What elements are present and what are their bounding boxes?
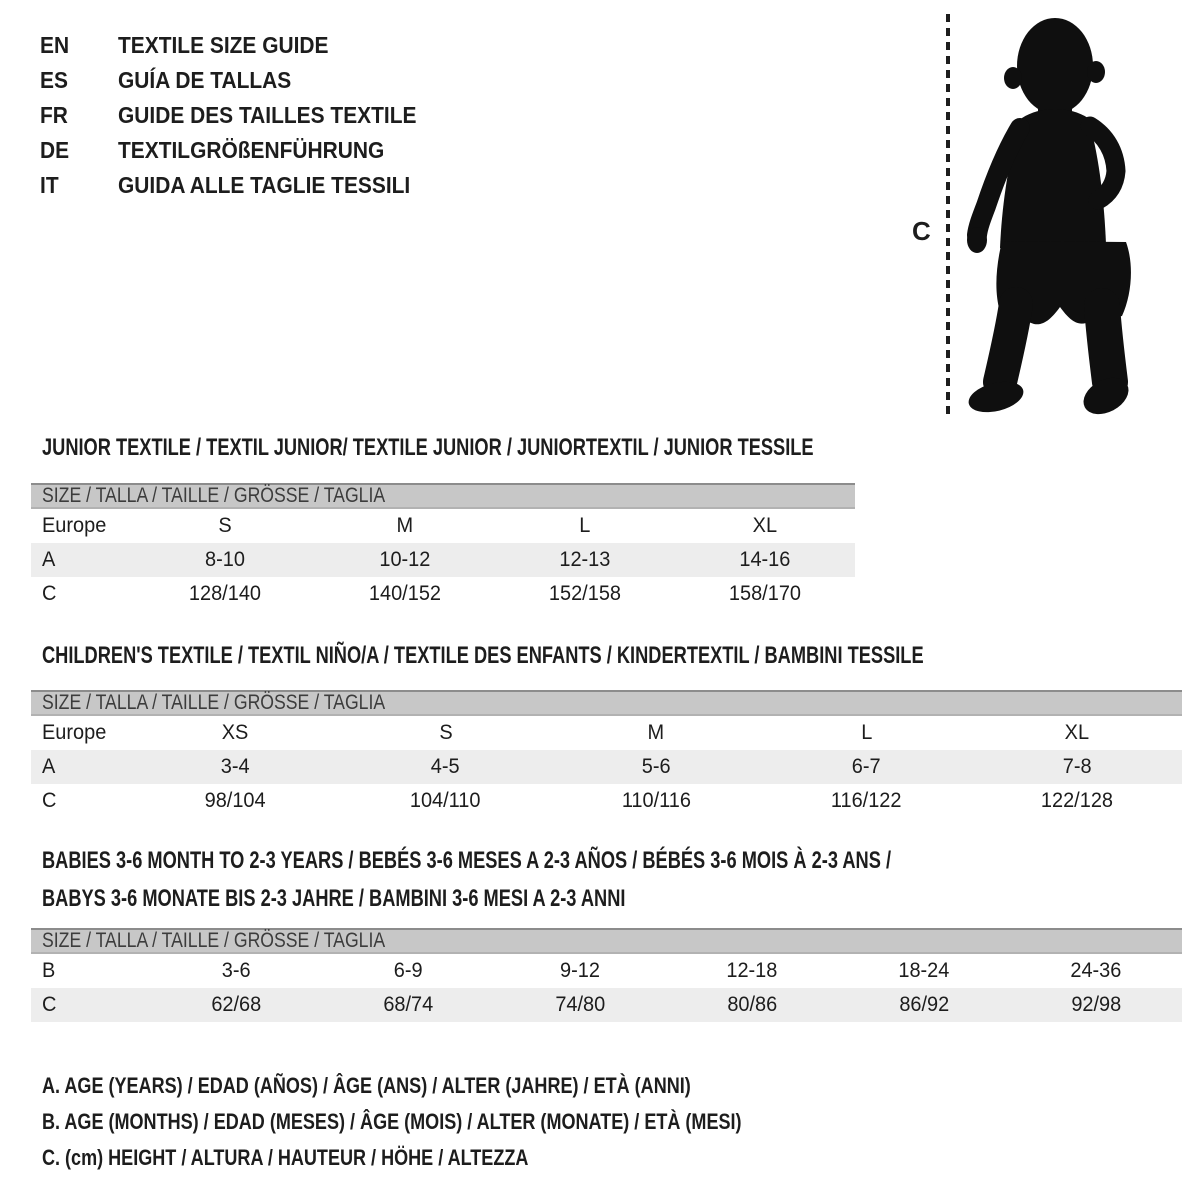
language-title: GUIDE DES TAILLES TEXTILE [118,102,417,128]
language-title: GUÍA DE TALLAS [118,67,292,93]
language-code: EN [40,32,70,58]
legend-line: B. AGE (MONTHS) / EDAD (MESES) / ÂGE (MOIS) / ALTER (MONATE) / ETÀ (MESI) [42,1109,742,1134]
size-cell: 7-8 [1062,755,1092,778]
table-row [31,577,855,611]
size-cell: L [579,514,591,537]
measurement-legend [42,1068,895,1176]
size-cell: 98/104 [204,789,266,812]
size-cell: 80/86 [727,993,777,1016]
row-label: C [42,993,57,1016]
size-cell: 152/158 [548,582,622,605]
size-cell: 92/98 [1071,993,1121,1016]
size-cell: M [647,721,665,744]
language-row [40,133,446,168]
row-label: A [42,755,56,778]
size-cell: M [396,514,414,537]
language-row [40,28,446,63]
childrens-size-table [31,690,1182,818]
row-label: A [42,548,56,571]
size-cell: 12-13 [559,548,611,571]
size-cell: L [860,721,872,744]
legend-line: C. (cm) HEIGHT / ALTURA / HAUTEUR / HÖHE / ALTEZZA [42,1145,529,1170]
size-cell: XL [752,514,778,537]
row-label: B [42,959,56,982]
size-cell: 6-7 [851,755,881,778]
language-code: FR [40,102,68,128]
size-cell: 12-18 [726,959,778,982]
size-cell: 8-10 [205,548,245,571]
size-cell: XS [221,721,249,744]
height-label-c: C [912,216,931,246]
babies-section-title: BABIES 3-6 MONTH TO 2-3 YEARS / BEBÉS 3-6 MESES A 2-3 AÑOS / BÉBÉS 3-6 MOIS À 2-3 ANS / [42,847,892,874]
language-title: TEXTILGRÖßENFÜHRUNG [118,137,385,163]
language-title: GUIDA ALLE TAGLIE TESSILI [118,172,411,198]
language-row [40,98,446,133]
size-cell: 122/128 [1040,789,1113,812]
size-cell: 86/92 [899,993,949,1016]
size-cell: 74/80 [555,993,605,1016]
size-cell: XL [1064,721,1090,744]
size-cell: 18-24 [898,959,950,982]
size-cell: 3-4 [220,755,250,778]
size-cell: 140/152 [368,582,442,605]
table-row [31,988,1182,1022]
height-measure-dashed-line [946,14,950,418]
language-row [40,63,446,98]
babies-section-title: BABYS 3-6 MONATE BIS 2-3 JAHRE / BAMBINI 3-6 MESI A 2-3 ANNI [42,885,626,912]
row-label: Europe [42,514,107,537]
size-cell: 62/68 [211,993,261,1016]
size-cell: 10-12 [379,548,431,571]
language-code: ES [40,67,68,93]
table-row [31,954,1182,988]
row-label: Europe [42,721,107,744]
toddler-silhouette-icon [964,16,1136,420]
language-title-list [40,28,446,203]
size-header-bar: SIZE / TALLA / TAILLE / GRÖSSE / TAGLIA [31,483,855,509]
size-cell: 24-36 [1070,959,1122,982]
size-cell: 116/122 [831,789,902,812]
row-label: C [42,789,57,812]
table-row [31,509,855,543]
row-label: C [42,582,57,605]
language-code: IT [40,172,59,198]
size-cell: 104/110 [410,789,481,812]
table-row [31,750,1182,784]
table-row [31,784,1182,818]
size-cell: 68/74 [383,993,433,1016]
size-cell: 5-6 [641,755,671,778]
language-code: DE [40,137,70,163]
size-header-bar: SIZE / TALLA / TAILLE / GRÖSSE / TAGLIA [31,690,1182,716]
babies-size-table [31,928,1182,1022]
size-cell: S [218,514,232,537]
language-title: TEXTILE SIZE GUIDE [118,32,329,58]
size-cell: 128/140 [188,582,262,605]
table-row [31,716,1182,750]
size-cell: 110/116 [621,789,691,812]
size-cell: 6-9 [393,959,423,982]
size-cell: S [438,721,453,744]
junior-size-table [31,483,855,611]
table-row [31,543,855,577]
legend-line: A. AGE (YEARS) / EDAD (AÑOS) / ÂGE (ANS) / ALTER (JAHRE) / ETÀ (ANNI) [42,1073,691,1098]
junior-section-title: JUNIOR TEXTILE / TEXTIL JUNIOR/ TEXTILE JUNIOR / JUNIORTEXTIL / JUNIOR TESSILE [42,434,814,461]
size-cell: 9-12 [560,959,600,982]
size-cell: 3-6 [221,959,251,982]
size-cell: 4-5 [431,755,461,778]
size-header-bar: SIZE / TALLA / TAILLE / GRÖSSE / TAGLIA [31,928,1182,954]
language-row [40,168,446,203]
size-cell: 158/170 [728,582,802,605]
childrens-section-title: CHILDREN'S TEXTILE / TEXTIL NIÑO/A / TEXTILE DES ENFANTS / KINDERTEXTIL / BAMBINI TESSILE [42,642,924,669]
size-cell: 14-16 [739,548,791,571]
